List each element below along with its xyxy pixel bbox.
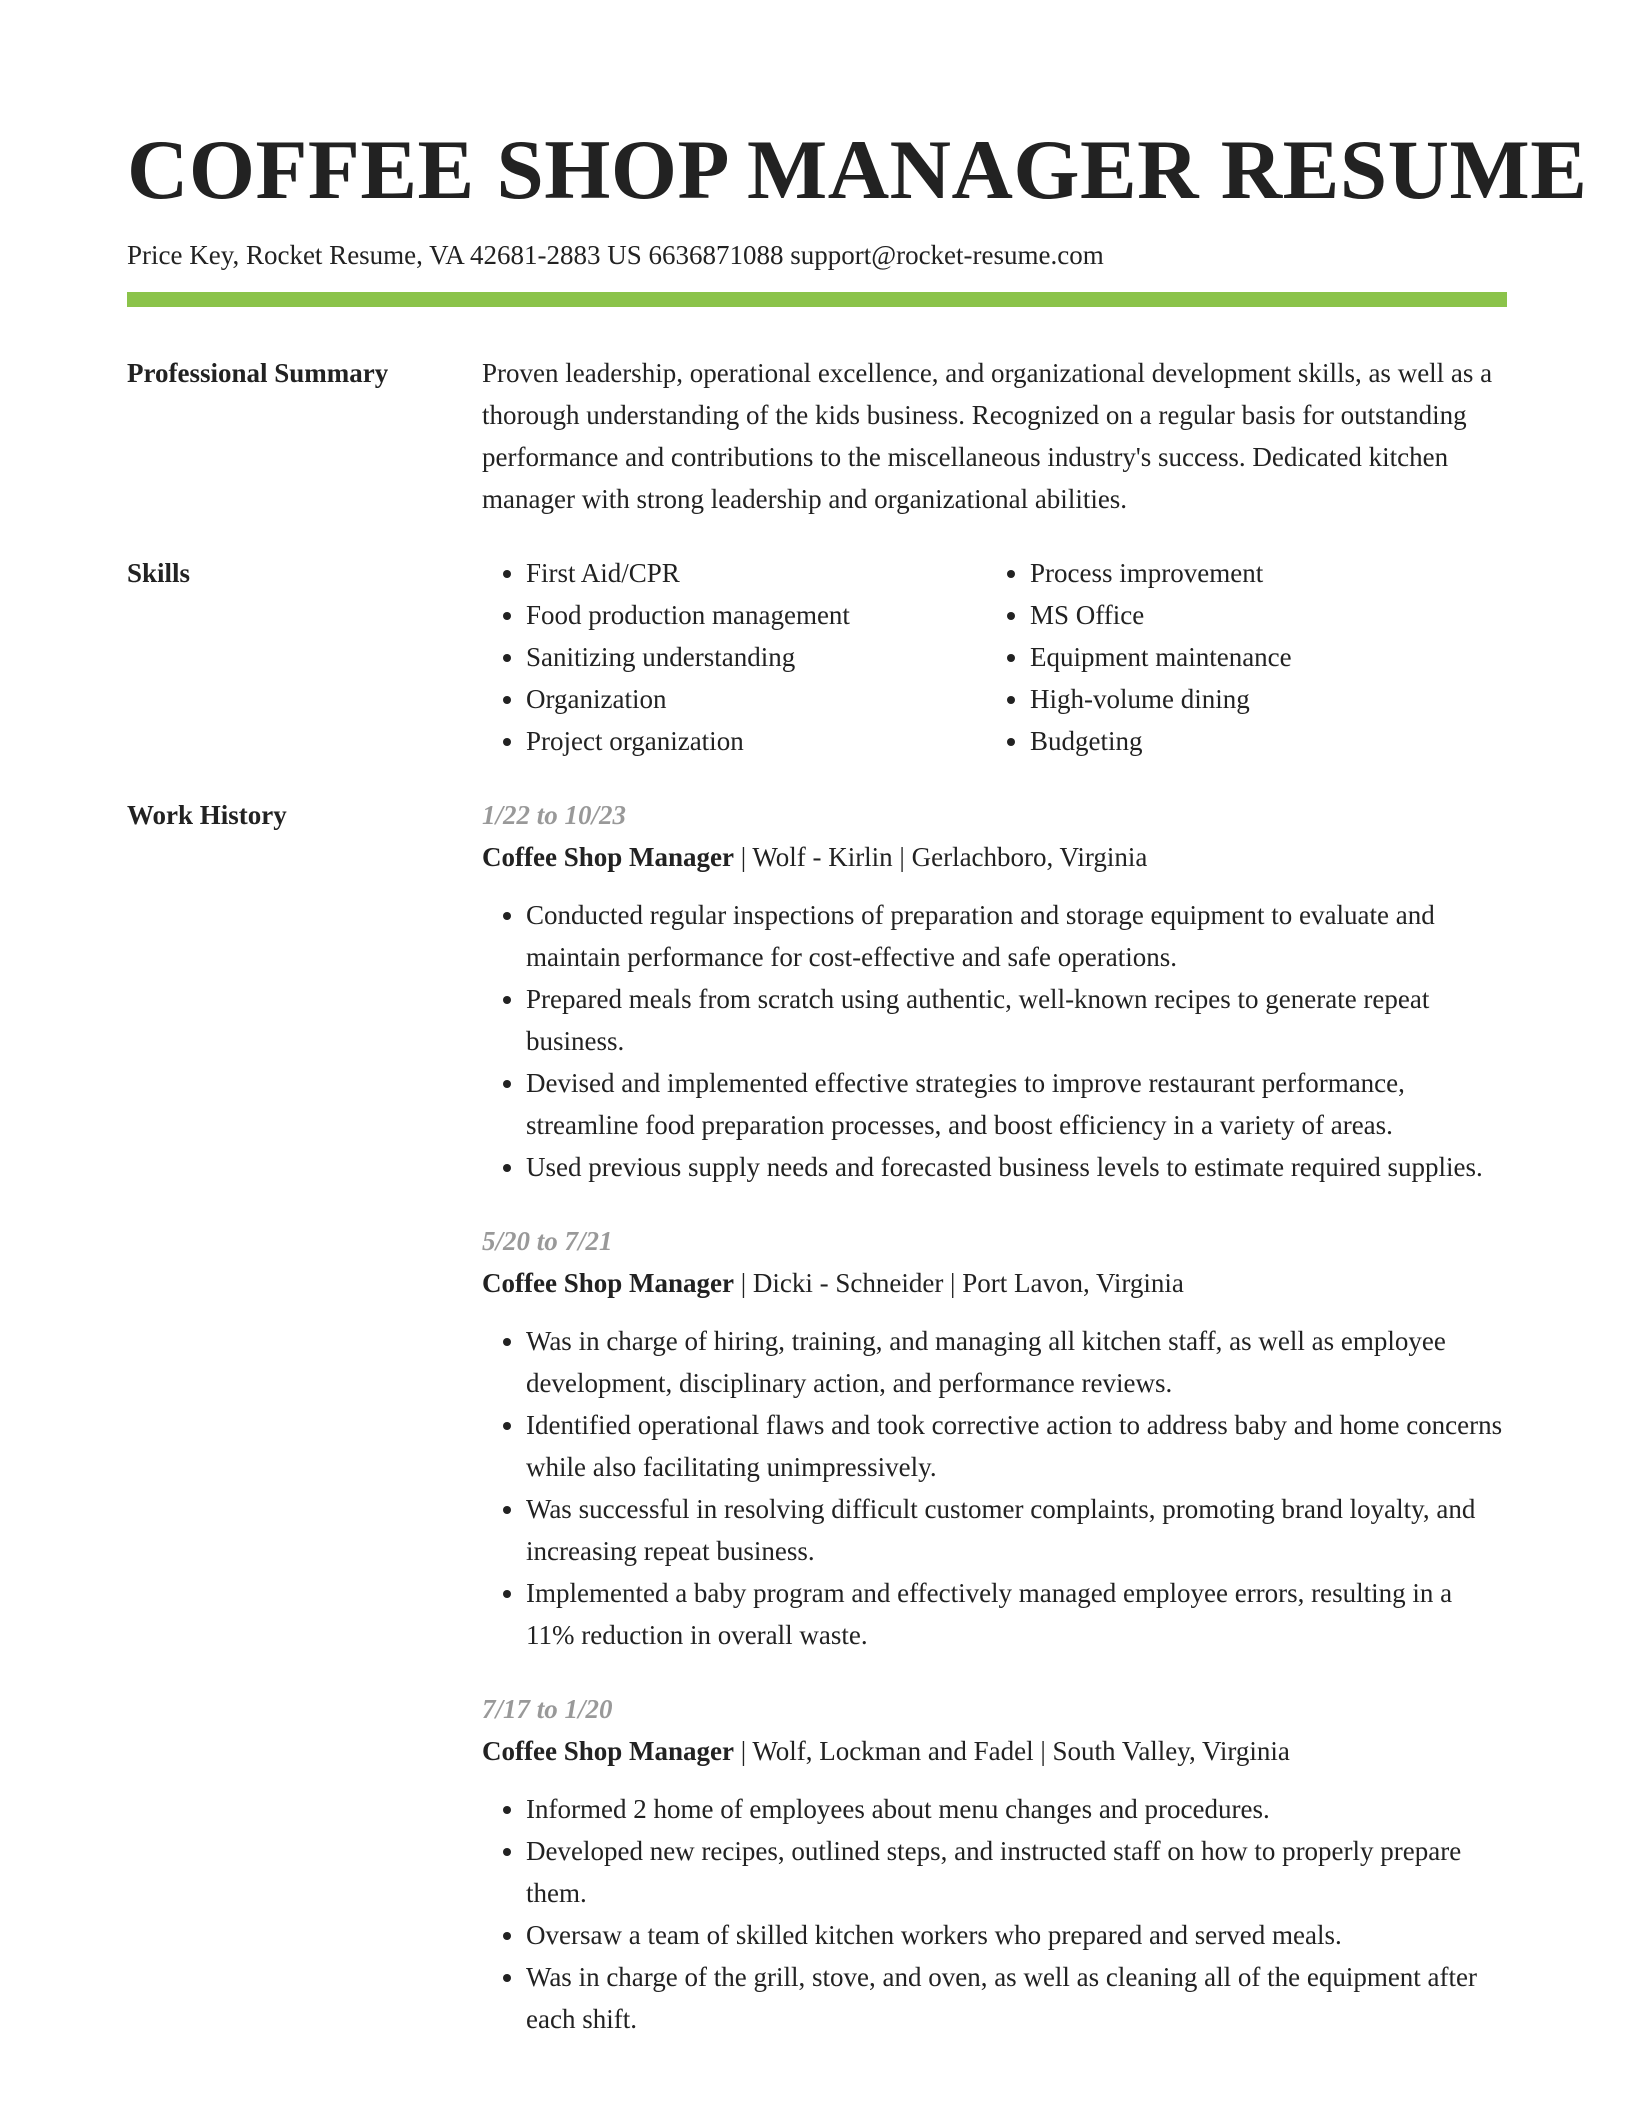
job-bullet: • Oversaw a team of skilled kitchen workers who prepared and served meals. [526, 1914, 1507, 1956]
skills-column-2 [986, 552, 1510, 762]
job-bullet: • Was in charge of the grill, stove, and oven, as well as cleaning all of the equipment after each shift. [526, 1956, 1507, 2040]
summary-text: Proven leadership, operational excellence, and organizational development skills, as well as a thorough understanding of the kids business. Recognized on a regular basis for outstanding performance and contributions to the miscellaneous industry's success. Dedicated kitchen manager with strong leadership and organizational abilities. [482, 358, 1493, 514]
section-label-professional-summary: Professional Summary [127, 358, 389, 388]
professional-summary-section [127, 352, 1507, 520]
work-history-section [127, 794, 1507, 2040]
resume-page [127, 120, 1588, 2040]
job-bullets [482, 1320, 1507, 1656]
section-label-work-history: Work History [127, 800, 287, 830]
job-dates: 7/17 to 1/20 [482, 1694, 613, 1724]
job-details: | Wolf, Lockman and Fadel | South Valley, Virginia [733, 1736, 1290, 1766]
job-entry [482, 1220, 1507, 1656]
skills-column-1 [482, 552, 986, 762]
skill-item: • Organization [526, 678, 986, 720]
job-bullet: • Implemented a baby program and effectively managed employee errors, resulting in a 11% reduction in overall waste. [526, 1572, 1507, 1656]
job-dates: 5/20 to 7/21 [482, 1226, 613, 1256]
job-bullet: • Was in charge of hiring, training, and managing all kitchen staff, as well as employee development, disciplinary action, and performance reviews. [526, 1320, 1507, 1404]
accent-divider [127, 292, 1507, 307]
skill-item: • First Aid/CPR [526, 552, 986, 594]
job-bullet: • Conducted regular inspections of preparation and storage equipment to evaluate and maintain performance for cost-effective and safe operations. [526, 894, 1507, 978]
job-bullet: • Informed 2 home of employees about menu changes and procedures. [526, 1788, 1507, 1830]
job-dates: 1/22 to 10/23 [482, 800, 627, 830]
job-bullets [482, 1788, 1507, 2040]
skills-grid [482, 552, 1510, 762]
job-details: | Dicki - Schneider | Port Lavon, Virginia [733, 1268, 1184, 1298]
skill-item: • Project organization [526, 720, 986, 762]
job-entry [482, 794, 1507, 1188]
job-bullet: • Prepared meals from scratch using authentic, well-known recipes to generate repeat business. [526, 978, 1507, 1062]
job-title: Coffee Shop Manager [482, 1736, 734, 1766]
skill-item: • Budgeting [1030, 720, 1510, 762]
job-bullet: • Developed new recipes, outlined steps, and instructed staff on how to properly prepare them. [526, 1830, 1507, 1914]
job-title: Coffee Shop Manager [482, 842, 734, 872]
skill-item: • Equipment maintenance [1030, 636, 1510, 678]
skill-item: • High-volume dining [1030, 678, 1510, 720]
job-entry [482, 1688, 1507, 2040]
work-history-body [482, 794, 1507, 2040]
section-label-skills: Skills [127, 558, 191, 588]
resume-title: COFFEE SHOP MANAGER RESUME [127, 123, 1588, 217]
job-bullet: • Was successful in resolving difficult customer complaints, promoting brand loyalty, and increasing repeat business. [526, 1488, 1507, 1572]
job-bullets [482, 894, 1507, 1188]
job-header [482, 1730, 1507, 1772]
job-header [482, 1262, 1507, 1304]
job-details: | Wolf - Kirlin | Gerlachboro, Virginia [733, 842, 1148, 872]
skill-item: • Sanitizing understanding [526, 636, 986, 678]
job-bullet: • Identified operational flaws and took corrective action to address baby and home concerns while also facilitating unimpressively. [526, 1404, 1507, 1488]
contact-line: Price Key, Rocket Resume, VA 42681-2883 US 6636871088 support@rocket-resume.com [127, 240, 1104, 270]
job-bullet: • Devised and implemented effective strategies to improve restaurant performance, streamline food preparation processes, and boost efficiency in a variety of areas. [526, 1062, 1507, 1146]
skill-item: • MS Office [1030, 594, 1510, 636]
skill-item: • Process improvement [1030, 552, 1510, 594]
job-title: Coffee Shop Manager [482, 1268, 734, 1298]
job-bullet: • Used previous supply needs and forecasted business levels to estimate required supplies. [526, 1146, 1507, 1188]
skill-item: • Food production management [526, 594, 986, 636]
job-header [482, 836, 1507, 878]
skills-section [127, 552, 1507, 762]
